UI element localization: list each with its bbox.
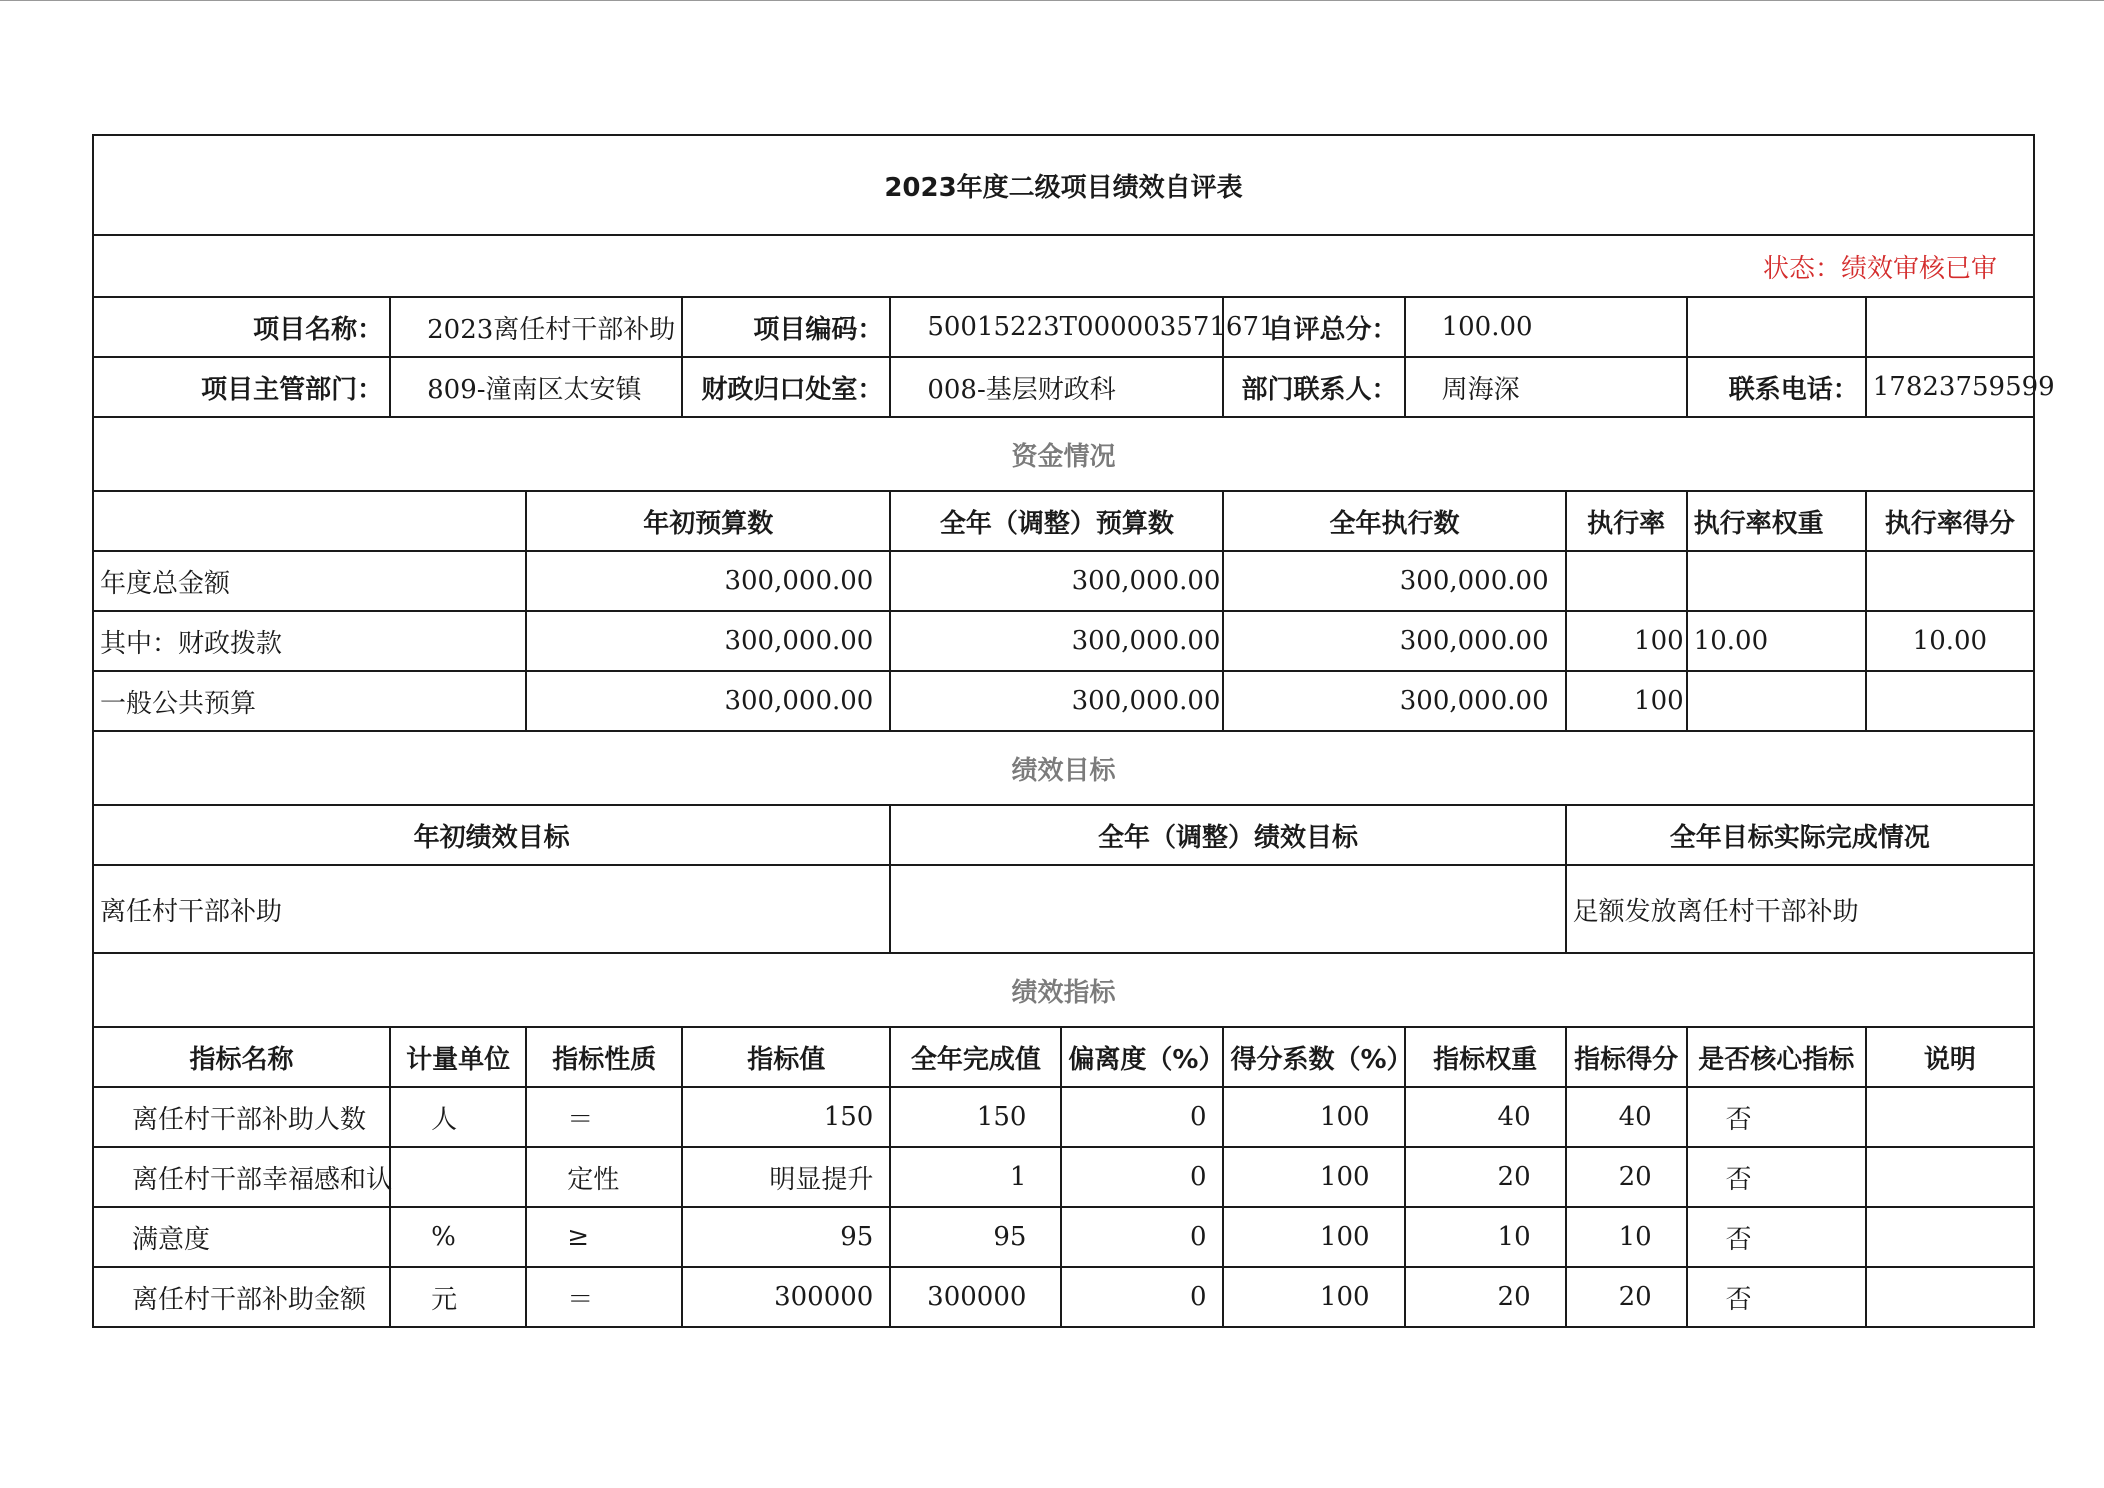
- funds-header-executed: 全年执行数: [1223, 491, 1565, 551]
- funds-header-initial: 年初预算数: [526, 491, 890, 551]
- indicator-unit: %: [390, 1207, 526, 1267]
- funds-header-score: 执行率得分: [1866, 491, 2034, 551]
- indicator-score: 20: [1566, 1147, 1687, 1207]
- funds-row-label: 其中：财政拨款: [93, 611, 526, 671]
- funds-row-label: 一般公共预算: [93, 671, 526, 731]
- finance-office-value: 008-基层财政科: [890, 357, 1223, 417]
- indicator-deviation: 0: [1061, 1147, 1223, 1207]
- indicator-value: 95: [682, 1207, 890, 1267]
- goals-section-title: 绩效目标: [93, 731, 2034, 805]
- phone-value: 17823759599: [1866, 357, 2034, 417]
- total-score-label: 自评总分：: [1223, 297, 1404, 357]
- table-row: [93, 671, 2034, 731]
- goals-header-initial: 年初绩效目标: [93, 805, 890, 865]
- dept-label: 项目主管部门：: [93, 357, 390, 417]
- indicator-actual: 1: [890, 1147, 1061, 1207]
- indicator-coef: 100: [1223, 1267, 1404, 1327]
- funds-rate: 100: [1566, 611, 1687, 671]
- table-row: [93, 1147, 2034, 1207]
- funds-initial: 300,000.00: [526, 551, 890, 611]
- project-name-label: 项目名称：: [93, 297, 390, 357]
- indicator-header-deviation: 偏离度（%）: [1061, 1027, 1223, 1087]
- indicator-weight: 20: [1405, 1147, 1566, 1207]
- phone-label: 联系电话：: [1687, 357, 1866, 417]
- indicator-actual: 95: [890, 1207, 1061, 1267]
- project-name-value: 2023离任村干部补助: [390, 297, 682, 357]
- funds-rate: [1566, 551, 1687, 611]
- page-top-border: [0, 0, 2104, 1]
- indicator-core: 否: [1687, 1147, 1866, 1207]
- indicator-weight: 40: [1405, 1087, 1566, 1147]
- indicator-header-actual: 全年完成值: [890, 1027, 1061, 1087]
- table-row: [93, 1267, 2034, 1327]
- indicator-score: 40: [1566, 1087, 1687, 1147]
- funds-adjusted: 300,000.00: [890, 671, 1223, 731]
- indicator-unit: [390, 1147, 526, 1207]
- funds-weight: 10.00: [1687, 611, 1866, 671]
- indicator-header-coef: 得分系数（%）: [1223, 1027, 1404, 1087]
- indicator-value: 150: [682, 1087, 890, 1147]
- indicator-coef: 100: [1223, 1147, 1404, 1207]
- indicator-name: 满意度: [93, 1207, 390, 1267]
- indicator-value: 300000: [682, 1267, 890, 1327]
- goals-adjusted-value: [890, 865, 1565, 953]
- indicator-value: 明显提升: [682, 1147, 890, 1207]
- project-code-value: 50015223T000003571671: [890, 297, 1223, 357]
- funds-header-rate: 执行率: [1566, 491, 1687, 551]
- funds-executed: 300,000.00: [1223, 671, 1565, 731]
- finance-office-label: 财政归口处室：: [682, 357, 890, 417]
- indicator-header-unit: 计量单位: [390, 1027, 526, 1087]
- indicator-header-nature: 指标性质: [526, 1027, 682, 1087]
- empty-cell: [1866, 297, 2034, 357]
- funds-executed: 300,000.00: [1223, 551, 1565, 611]
- indicator-note: [1866, 1267, 2034, 1327]
- total-score-value: 100.00: [1405, 297, 1687, 357]
- indicator-header-value: 指标值: [682, 1027, 890, 1087]
- indicator-deviation: 0: [1061, 1267, 1223, 1327]
- dept-value: 809-潼南区太安镇: [390, 357, 682, 417]
- funds-adjusted: 300,000.00: [890, 611, 1223, 671]
- funds-weight: [1687, 671, 1866, 731]
- funds-rate: 100: [1566, 671, 1687, 731]
- indicator-header-name: 指标名称: [93, 1027, 390, 1087]
- indicator-weight: 10: [1405, 1207, 1566, 1267]
- funds-score: 10.00: [1866, 611, 2034, 671]
- indicator-note: [1866, 1087, 2034, 1147]
- indicator-nature: ≥: [526, 1207, 682, 1267]
- table-row: [93, 611, 2034, 671]
- table-row: [93, 1207, 2034, 1267]
- table-row: [93, 551, 2034, 611]
- indicator-score: 10: [1566, 1207, 1687, 1267]
- funds-score: [1866, 671, 2034, 731]
- funds-weight: [1687, 551, 1866, 611]
- indicator-header-weight: 指标权重: [1405, 1027, 1566, 1087]
- indicator-nature: 定性: [526, 1147, 682, 1207]
- indicator-actual: 300000: [890, 1267, 1061, 1327]
- contact-label: 部门联系人：: [1223, 357, 1404, 417]
- indicator-core: 否: [1687, 1087, 1866, 1147]
- indicator-actual: 150: [890, 1087, 1061, 1147]
- funds-adjusted: 300,000.00: [890, 551, 1223, 611]
- indicator-header-core: 是否核心指标: [1687, 1027, 1866, 1087]
- indicator-note: [1866, 1207, 2034, 1267]
- indicator-header-note: 说明: [1866, 1027, 2034, 1087]
- empty-cell: [1687, 297, 1866, 357]
- goals-initial-value: 离任村干部补助: [93, 865, 890, 953]
- table-row: [93, 1087, 2034, 1147]
- page-title: 2023年度二级项目绩效自评表: [93, 135, 2034, 235]
- indicator-nature: ＝: [526, 1267, 682, 1327]
- contact-value: 周海深: [1405, 357, 1687, 417]
- indicator-name: 离任村干部补助金额: [93, 1267, 390, 1327]
- goals-actual-value: 足额发放离任村干部补助: [1566, 865, 2034, 953]
- funds-initial: 300,000.00: [526, 671, 890, 731]
- funds-initial: 300,000.00: [526, 611, 890, 671]
- indicator-unit: 元: [390, 1267, 526, 1327]
- indicator-deviation: 0: [1061, 1087, 1223, 1147]
- project-code-label: 项目编码：: [682, 297, 890, 357]
- funds-row-label: 年度总金额: [93, 551, 526, 611]
- indicators-section-title: 绩效指标: [93, 953, 2034, 1027]
- indicator-name: 离任村干部幸福感和认: [93, 1147, 390, 1207]
- indicator-coef: 100: [1223, 1087, 1404, 1147]
- funds-header-adjusted: 全年（调整）预算数: [890, 491, 1223, 551]
- funds-header-blank: [93, 491, 526, 551]
- funds-executed: 300,000.00: [1223, 611, 1565, 671]
- goals-header-actual: 全年目标实际完成情况: [1566, 805, 2034, 865]
- status-text: 状态：绩效审核已审: [93, 235, 2034, 297]
- indicator-score: 20: [1566, 1267, 1687, 1327]
- indicator-weight: 20: [1405, 1267, 1566, 1327]
- indicator-unit: 人: [390, 1087, 526, 1147]
- indicator-coef: 100: [1223, 1207, 1404, 1267]
- funds-score: [1866, 551, 2034, 611]
- indicator-deviation: 0: [1061, 1207, 1223, 1267]
- indicator-note: [1866, 1147, 2034, 1207]
- funds-header-weight: 执行率权重: [1687, 491, 1866, 551]
- indicator-nature: ＝: [526, 1087, 682, 1147]
- indicator-core: 否: [1687, 1267, 1866, 1327]
- goals-header-adjusted: 全年（调整）绩效目标: [890, 805, 1565, 865]
- funds-section-title: 资金情况: [93, 417, 2034, 491]
- indicator-header-score: 指标得分: [1566, 1027, 1687, 1087]
- indicator-name: 离任村干部补助人数: [93, 1087, 390, 1147]
- self-evaluation-table: [92, 134, 2055, 1328]
- indicator-core: 否: [1687, 1207, 1866, 1267]
